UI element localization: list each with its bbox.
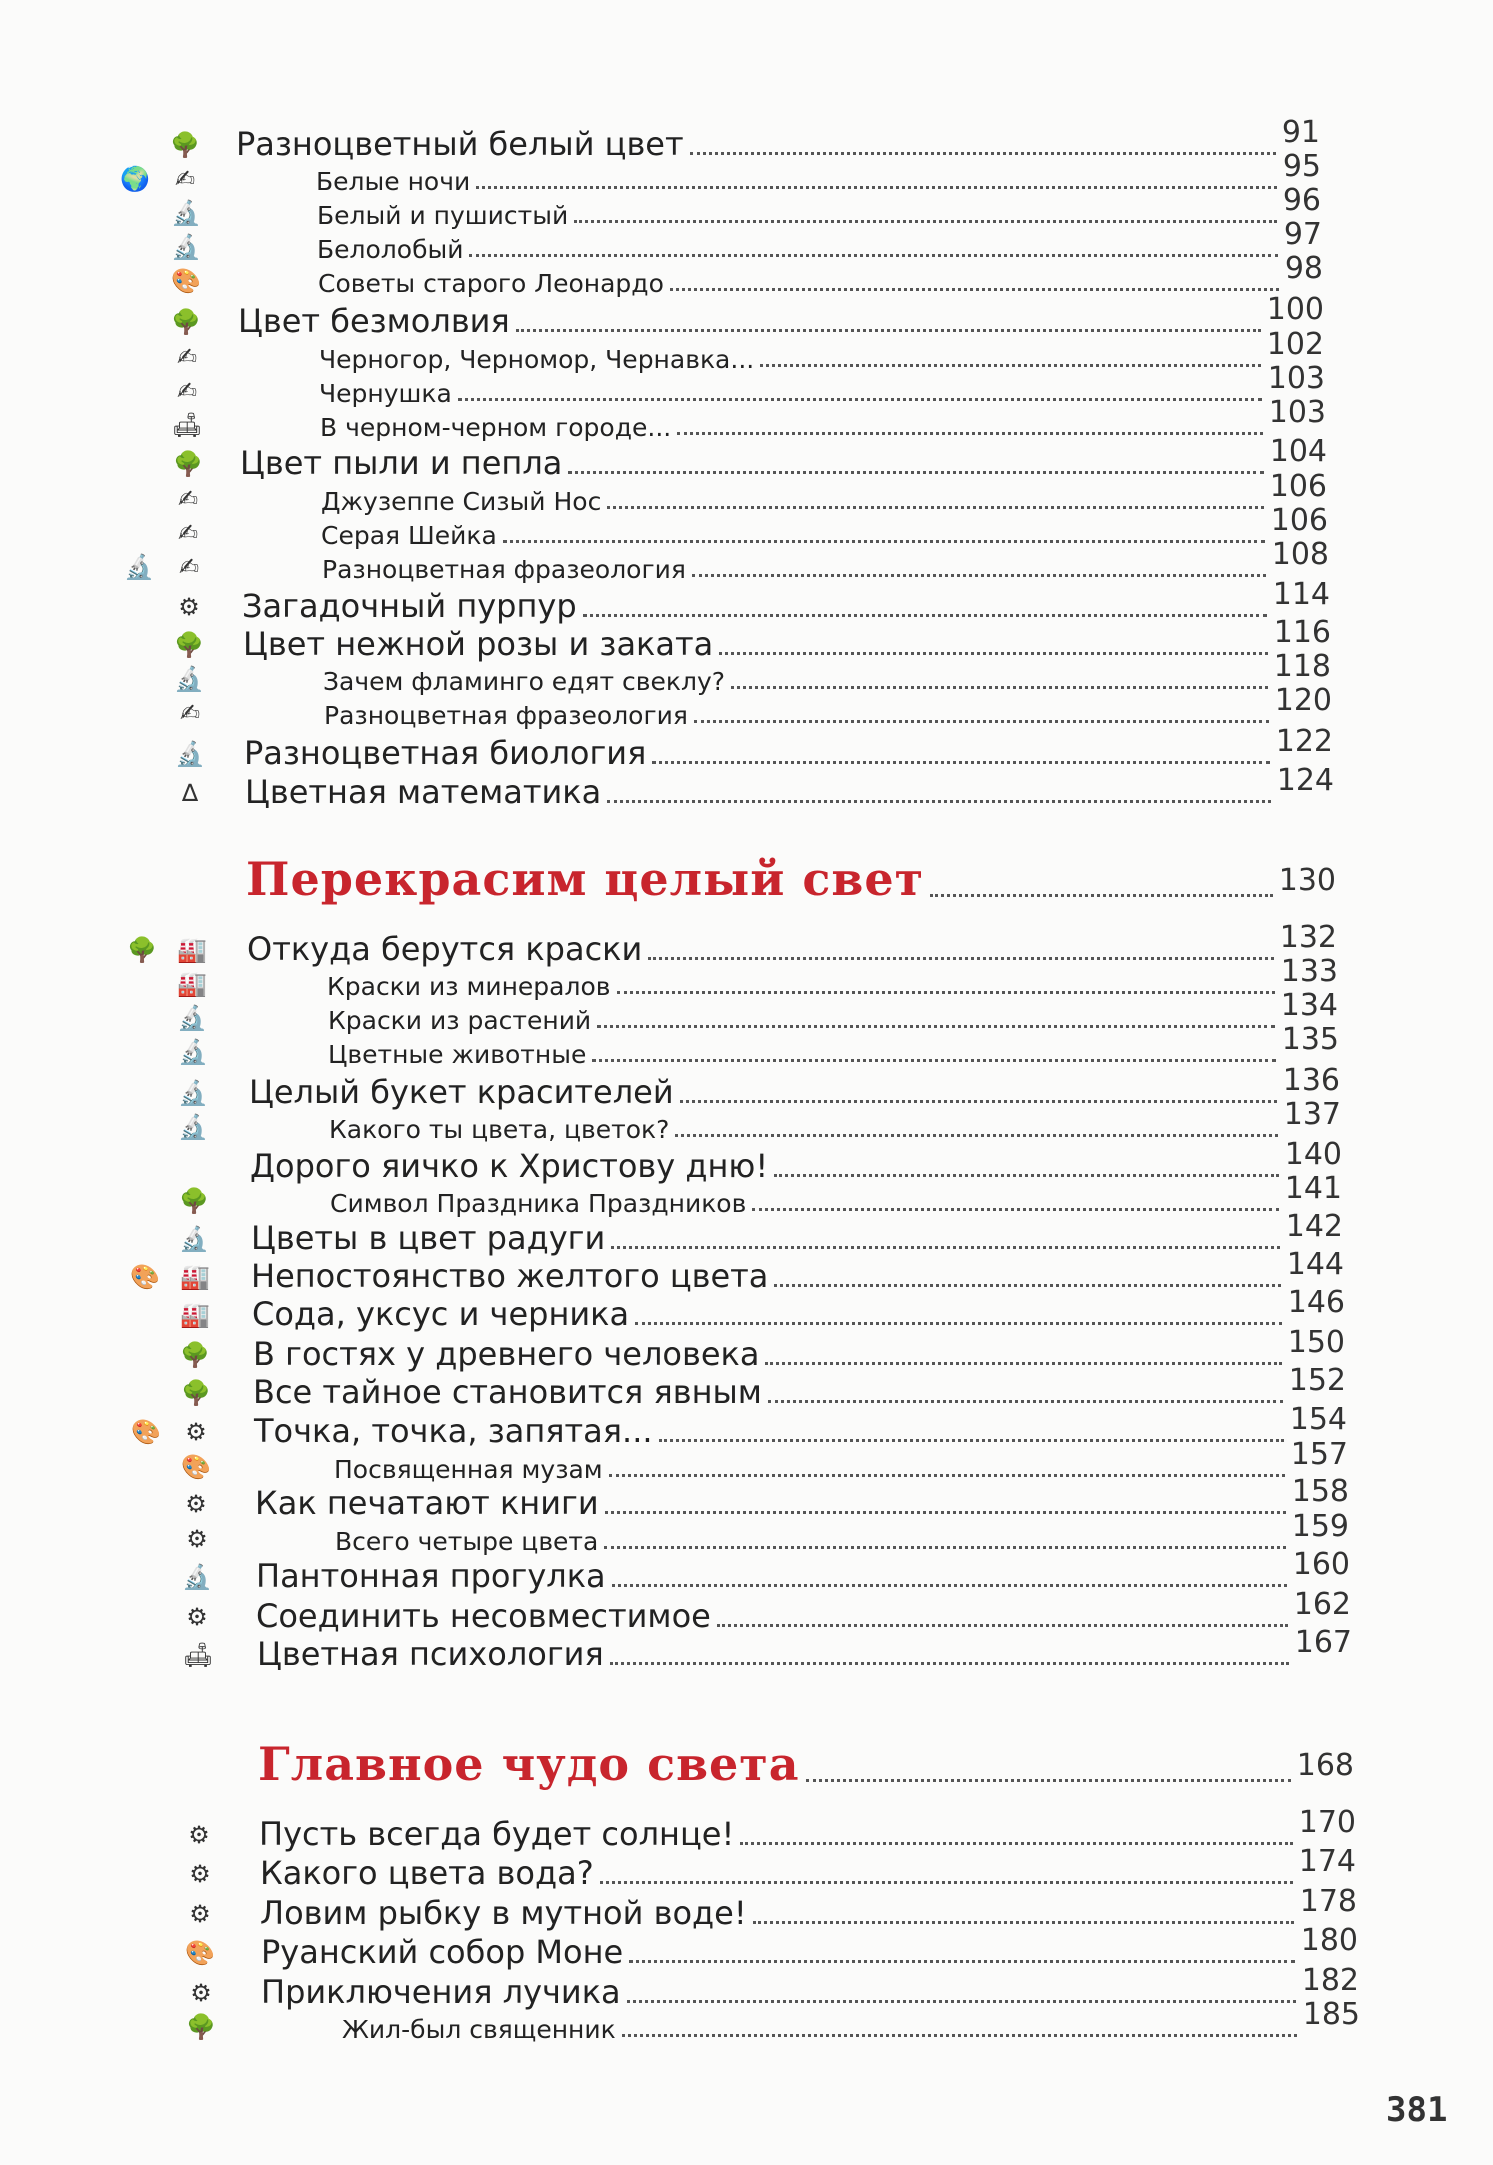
- toc-entry-page: 96: [1282, 183, 1321, 218]
- toc-entry: [243, 615, 1331, 663]
- dot-leader: [605, 1511, 1286, 1514]
- toc-entry-title: Какого цвета вода?: [260, 1854, 594, 1892]
- dot-leader: [719, 652, 1268, 655]
- toc-entry-title: Пантонная прогулка: [256, 1557, 606, 1595]
- toc-entry-page: 124: [1276, 763, 1334, 798]
- toc-entry: [244, 724, 1333, 772]
- toc-subentry: [329, 1097, 1341, 1144]
- toc-entry-page: 158: [1291, 1474, 1349, 1509]
- toc-entry-page: 140: [1284, 1137, 1342, 1172]
- compass-icon: ∆: [181, 779, 199, 807]
- toc-entry-title: Точка, точка, запятая...: [254, 1412, 653, 1450]
- dot-leader: [583, 614, 1267, 617]
- dot-leader: [592, 1059, 1275, 1062]
- toc-subentry: [317, 183, 1321, 230]
- toc-subentry: [328, 1022, 1339, 1069]
- toc-entry: [240, 434, 1327, 482]
- toc-subentry: [316, 149, 1321, 196]
- toc-entry: [261, 1923, 1358, 1971]
- toc-entry: [242, 577, 1330, 625]
- toc-entry: [261, 1963, 1359, 2011]
- dot-leader: [690, 152, 1276, 155]
- dot-leader: [806, 1779, 1291, 1782]
- toc-subentry: [334, 1437, 1348, 1484]
- toc-entry: [259, 1805, 1356, 1853]
- factory-icon: 🏭: [180, 1263, 210, 1291]
- toc-entry-title: Целый букет красителей: [249, 1073, 674, 1111]
- tree-icon: 🌳: [170, 131, 200, 159]
- toc-entry-page: 108: [1271, 537, 1329, 572]
- dot-leader: [670, 288, 1279, 291]
- book-pen-icon: ✍: [177, 519, 199, 547]
- gears-icon: ⚙: [190, 1979, 212, 2007]
- toc-entry-title: Краски из минералов: [327, 972, 611, 1001]
- toc-entry-title: Разноцветная фразеология: [322, 555, 686, 584]
- toc-entry-page: 103: [1268, 395, 1326, 430]
- toc-entry-page: 141: [1284, 1171, 1342, 1206]
- toc-subentry: [317, 217, 1322, 264]
- toc-entry-page: 118: [1273, 649, 1331, 684]
- toc-subentry: [327, 954, 1338, 1001]
- palette-icon: 🎨: [185, 1939, 215, 1967]
- microscope-icon: 🔬: [175, 740, 205, 768]
- toc-entry: [254, 1402, 1347, 1450]
- toc-entry: [253, 1325, 1345, 1373]
- toc-entry-title: Цветы в цвет радуги: [251, 1219, 606, 1257]
- toc-entry-title: Дорого яичко к Христову дню!: [250, 1147, 769, 1185]
- toc-entry-title: Цветные животные: [328, 1040, 587, 1069]
- toc-subentry: [328, 988, 1338, 1035]
- tree-icon: 🌳: [180, 1341, 210, 1369]
- dot-leader: [476, 186, 1277, 189]
- tree-icon: 🌳: [179, 1187, 209, 1215]
- toc-entry: [250, 1137, 1342, 1185]
- toc-entry-title: Непостоянство желтого цвета: [251, 1257, 769, 1295]
- dot-leader: [760, 364, 1261, 367]
- toc-subentry: [335, 1509, 1349, 1556]
- dot-leader: [768, 1400, 1283, 1403]
- dot-leader: [612, 1584, 1287, 1587]
- toc-entry-page: 150: [1287, 1325, 1345, 1360]
- microscope-icon: 🔬: [171, 199, 201, 227]
- toc-entry-page: 106: [1270, 503, 1328, 538]
- toc-entry-title: Приключения лучика: [261, 1973, 621, 2011]
- toc-subentry: [322, 537, 1329, 584]
- toc-entry-title: Как печатают книги: [255, 1484, 599, 1522]
- dot-leader: [677, 432, 1263, 435]
- dot-leader: [774, 1284, 1280, 1287]
- factory-icon: 🏭: [177, 970, 207, 998]
- dot-leader: [609, 1474, 1285, 1477]
- toc-entry-page: 106: [1269, 469, 1327, 504]
- toc-entry-page: 133: [1280, 954, 1338, 989]
- gears-icon: ⚙: [188, 1821, 210, 1849]
- toc-entry-title: Жил-был священник: [342, 2015, 616, 2044]
- book-pen-icon: ✍: [176, 343, 198, 371]
- toc-entry: [252, 1285, 1345, 1333]
- toc-entry-title: Серая Шейка: [321, 521, 497, 550]
- book-pen-icon: ✍: [179, 699, 201, 727]
- palette-icon: 🎨: [130, 1263, 160, 1291]
- toc-entry-page: 95: [1282, 149, 1321, 184]
- gears-icon: ⚙: [186, 1525, 208, 1553]
- dot-leader: [629, 1960, 1295, 1963]
- dot-leader: [597, 1025, 1275, 1028]
- dot-leader: [648, 957, 1273, 960]
- toc-subentry: [319, 327, 1324, 374]
- dot-leader: [617, 991, 1275, 994]
- book-pen-icon: ✍: [176, 377, 198, 405]
- palette-icon: 🎨: [181, 1453, 211, 1481]
- toc-entry-title: Сода, уксус и черника: [252, 1295, 630, 1333]
- toc-entry-page: 146: [1287, 1285, 1345, 1320]
- microscope-icon: 🔬: [179, 1225, 209, 1253]
- gears-icon: ⚙: [185, 1418, 207, 1446]
- dot-leader: [731, 686, 1268, 689]
- dot-leader: [930, 894, 1273, 897]
- dot-leader: [635, 1322, 1282, 1325]
- dot-leader: [607, 506, 1263, 509]
- dot-leader: [659, 1439, 1284, 1442]
- dot-leader: [458, 398, 1262, 401]
- toc-entry-page: 102: [1266, 327, 1324, 362]
- dot-leader: [740, 1842, 1292, 1845]
- toc-entry-page: 137: [1283, 1097, 1341, 1132]
- tree-icon: 🌳: [127, 936, 157, 964]
- microscope-icon: 🔬: [178, 1038, 208, 1066]
- dot-leader: [607, 800, 1271, 803]
- toc-entry-title: Чернушка: [319, 379, 452, 408]
- toc-entry-page: 134: [1280, 988, 1338, 1023]
- dot-leader: [627, 2000, 1296, 2003]
- toc-entry-title: Краски из растений: [328, 1006, 592, 1035]
- toc-subentry: [320, 395, 1326, 442]
- toc-entry: [253, 1363, 1346, 1411]
- dot-leader: [568, 471, 1263, 474]
- book-pen-icon: ✍: [174, 165, 196, 193]
- toc-entry-page: 154: [1289, 1402, 1347, 1437]
- toc-entry: [256, 1547, 1350, 1595]
- toc-entry-page: 97: [1283, 217, 1322, 252]
- toc-entry-title: Цветная психология: [257, 1635, 604, 1673]
- toc-entry-title: Белолобый: [317, 235, 464, 264]
- book-pen-icon: ✍: [178, 553, 200, 581]
- toc-entry-title: Символ Праздника Праздников: [330, 1189, 747, 1218]
- toc-subentry: [321, 469, 1327, 516]
- toc-section-heading: [246, 848, 1336, 904]
- toc-entry-title: Откуда берутся краски: [247, 930, 643, 968]
- toc-entry-page: 98: [1284, 251, 1323, 286]
- toc-entry-page: 162: [1293, 1587, 1351, 1622]
- dot-leader: [752, 1208, 1278, 1211]
- toc-entry-page: 152: [1288, 1363, 1346, 1398]
- toc-entry: [245, 763, 1334, 811]
- toc-entry-page: 170: [1298, 1805, 1356, 1840]
- toc-entry-page: 167: [1294, 1625, 1352, 1660]
- toc-entry-page: 100: [1266, 292, 1324, 327]
- tree-icon: 🌳: [173, 450, 203, 478]
- toc-entry-title: Советы старого Леонардо: [318, 269, 664, 298]
- palette-icon: 🎨: [171, 267, 201, 295]
- toc-entry: [260, 1844, 1356, 1892]
- dot-leader: [717, 1624, 1288, 1627]
- toc-entry-page: 135: [1281, 1022, 1339, 1057]
- toc-entry-page: 116: [1273, 615, 1331, 650]
- gears-icon: ⚙: [186, 1603, 208, 1631]
- microscope-icon: 🔬: [178, 1079, 208, 1107]
- dot-leader: [774, 1174, 1279, 1177]
- microscope-icon: 🔬: [177, 1004, 207, 1032]
- toc-entry-page: 178: [1299, 1884, 1357, 1919]
- toc-entry: [236, 115, 1320, 163]
- couch-icon: 🛋: [182, 1641, 214, 1669]
- toc-entry-title: Зачем фламинго едят свеклу?: [323, 667, 726, 696]
- dot-leader: [469, 254, 1277, 257]
- toc-entry-title: Какого ты цвета, цветок?: [329, 1115, 670, 1144]
- gears-icon: ⚙: [189, 1900, 211, 1928]
- factory-icon: 🏭: [180, 1301, 210, 1329]
- toc-entry: [251, 1209, 1343, 1257]
- tree-icon: 🌳: [171, 308, 201, 336]
- toc-entry-page: 122: [1275, 724, 1333, 759]
- toc-entry-title: Разноцветный белый цвет: [236, 125, 684, 163]
- toc-entry-page: 120: [1274, 683, 1332, 718]
- microscope-icon: 🔬: [178, 1113, 208, 1141]
- couch-icon: 🛋: [171, 411, 203, 439]
- toc-entry-title: Посвященная музам: [334, 1455, 603, 1484]
- toc-entry-title: Белые ночи: [316, 167, 471, 196]
- toc-entry-title: Цвет пыли и пепла: [240, 444, 563, 482]
- dot-leader: [680, 1100, 1277, 1103]
- globe-icon: 🌍: [120, 165, 150, 193]
- toc-entry: [247, 920, 1337, 968]
- toc-subentry: [324, 683, 1332, 730]
- tree-icon: 🌳: [181, 1379, 211, 1407]
- toc-subentry: [321, 503, 1328, 550]
- toc-subentry: [318, 251, 1323, 298]
- toc-entry-title: Джузеппе Сизый Нос: [321, 487, 602, 516]
- toc-entry-title: Цветная математика: [245, 773, 602, 811]
- gears-icon: ⚙: [178, 593, 200, 621]
- microscope-icon: 🔬: [124, 553, 154, 581]
- dot-leader: [765, 1362, 1281, 1365]
- toc-entry-page: 104: [1269, 434, 1327, 469]
- toc-entry-title: Разноцветная фразеология: [324, 701, 688, 730]
- dot-leader: [516, 329, 1261, 332]
- toc-entry-title: Пусть всегда будет солнце!: [259, 1815, 735, 1853]
- toc-entry-page: 168: [1296, 1748, 1354, 1783]
- toc-entry-title: Цвет безмолвия: [238, 302, 510, 340]
- toc-subentry: [342, 1997, 1360, 2044]
- toc-entry-page: 185: [1302, 1997, 1360, 2032]
- toc-entry-title: Загадочный пурпур: [242, 587, 577, 625]
- toc-entry-title: Цвет нежной розы и заката: [243, 625, 714, 663]
- book-pen-icon: ✍: [177, 485, 199, 513]
- dot-leader: [753, 1921, 1294, 1924]
- toc-entry-title: В гостях у древнего человека: [253, 1335, 760, 1373]
- toc-entry-page: 180: [1300, 1923, 1358, 1958]
- toc-entry: [249, 1063, 1340, 1111]
- gears-icon: ⚙: [189, 1860, 211, 1888]
- toc-entry-title: Белый и пушистый: [317, 201, 569, 230]
- dot-leader: [604, 1546, 1285, 1549]
- dot-leader: [503, 540, 1265, 543]
- dot-leader: [652, 761, 1269, 764]
- dot-leader: [675, 1134, 1277, 1137]
- toc-entry-title: Все тайное становится явным: [253, 1373, 762, 1411]
- toc-subentry: [323, 649, 1331, 696]
- toc-entry-page: 174: [1298, 1844, 1356, 1879]
- toc-entry-title: Главное чудо света: [258, 1737, 800, 1791]
- microscope-icon: 🔬: [174, 665, 204, 693]
- toc-entry-title: Руанский собор Моне: [261, 1933, 624, 1971]
- toc-entry-title: Ловим рыбку в мутной воде!: [260, 1894, 747, 1932]
- toc-entry-page: 114: [1272, 577, 1330, 612]
- toc-entry-title: Всего четыре цвета: [335, 1527, 599, 1556]
- toc-entry-title: Соединить несовместимое: [256, 1597, 711, 1635]
- toc-entry-page: 130: [1278, 863, 1336, 898]
- toc-entry: [238, 292, 1324, 340]
- toc-subentry: [319, 361, 1325, 408]
- toc-subentry: [330, 1171, 1342, 1218]
- gears-icon: ⚙: [185, 1490, 207, 1518]
- toc-entry-page: 144: [1286, 1247, 1344, 1282]
- toc-entry-page: 159: [1291, 1509, 1349, 1544]
- toc-entry-page: 160: [1292, 1547, 1350, 1582]
- dot-leader: [610, 1662, 1289, 1665]
- toc-entry-page: 182: [1301, 1963, 1359, 1998]
- toc-entry: [260, 1884, 1357, 1932]
- palette-icon: 🎨: [131, 1418, 161, 1446]
- microscope-icon: 🔬: [182, 1563, 212, 1591]
- dot-leader: [622, 2034, 1297, 2037]
- tree-icon: 🌳: [174, 631, 204, 659]
- toc-entry-page: 142: [1285, 1209, 1343, 1244]
- dot-leader: [611, 1246, 1280, 1249]
- toc-section-heading: [258, 1733, 1354, 1789]
- toc-entry-page: 157: [1290, 1437, 1348, 1472]
- toc-entry: [255, 1474, 1349, 1522]
- toc-entry-title: Черногор, Черномор, Чернавка...: [319, 345, 755, 374]
- toc-entry-title: Разноцветная биология: [244, 734, 647, 772]
- toc-entry-title: В черном-черном городе...: [320, 413, 672, 442]
- toc-entry-title: Перекрасим целый свет: [246, 852, 925, 906]
- toc-entry: [257, 1625, 1352, 1673]
- toc-entry: [256, 1587, 1351, 1635]
- toc-entry: [251, 1247, 1344, 1295]
- page-number: 381: [1386, 2090, 1448, 2130]
- microscope-icon: 🔬: [171, 233, 201, 261]
- dot-leader: [574, 220, 1277, 223]
- toc-entry-page: 136: [1282, 1063, 1340, 1098]
- dot-leader: [600, 1881, 1293, 1884]
- factory-icon: 🏭: [177, 936, 207, 964]
- toc-entry-page: 103: [1267, 361, 1325, 396]
- toc-entry-page: 132: [1279, 920, 1337, 955]
- dot-leader: [692, 574, 1266, 577]
- dot-leader: [694, 720, 1269, 723]
- toc-entry-page: 91: [1281, 115, 1320, 150]
- tree-icon: 🌳: [186, 2013, 216, 2041]
